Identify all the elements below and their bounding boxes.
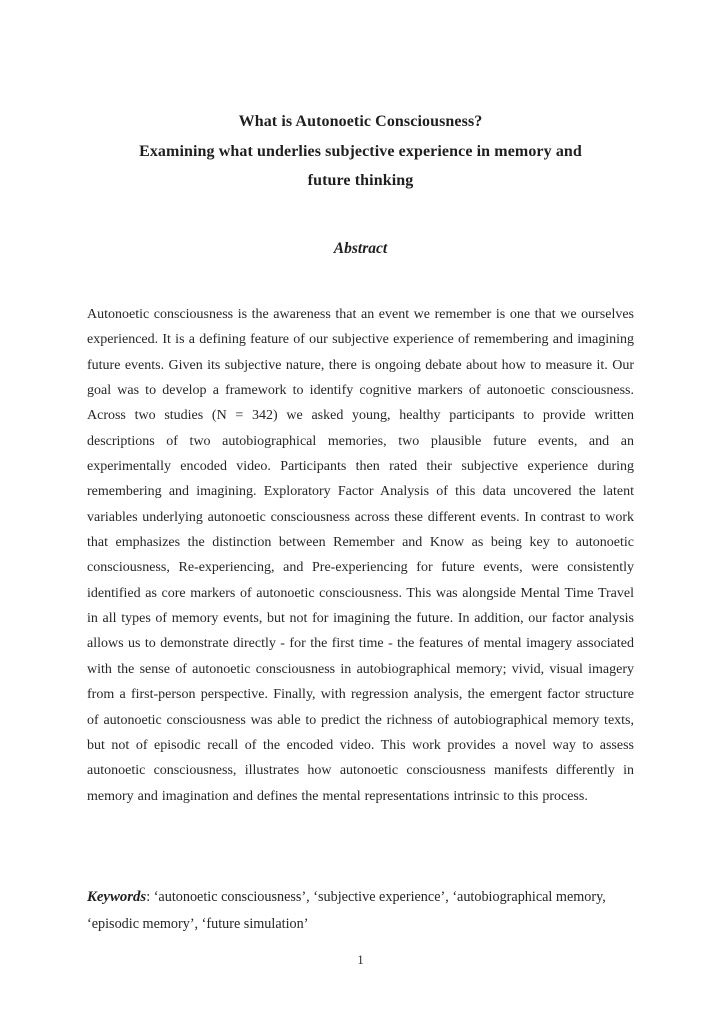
- keywords-text: ‘autonoetic consciousness’, ‘subjective experience’, ‘autobiographical memory, ‘episodic memory’, ‘future simulation’: [87, 889, 606, 932]
- paper-title: [87, 107, 634, 196]
- keywords-label: Keywords: [87, 889, 147, 905]
- page-number: 1: [357, 953, 364, 967]
- paper-title-line-3: future thinking: [307, 172, 414, 189]
- abstract-text: Autonoetic consciousness is the awareness that an event we remember is one that we ourselves experienced. It is a defining feature of our subjective experience of remembering and imagining future events. Given its subjective nature, there is ongoing debate about how to measure it. Our goal was to develop a framework to identify cognitive markers of autonoetic consciousness. Across two studies (N = 342) we asked young, healthy participants to provide written descriptions of two autobiographical memories, two plausible future events, and an experimentally encoded video. Participants then rated their subjective experience during remembering and imagining. Exploratory Factor Analysis of this data uncovered the latent variables underlying autonoetic consciousness across these different events. In contrast to work that emphasizes the distinction between Remember and Know as being key to autonoetic consciousness, Re-experiencing, and Pre-experiencing for future events, were consistently identified as core markers of autonoetic consciousness. This was alongside Mental Time Travel in all types of memory events, but not for imagining the future. In addition, our factor analysis allows us to demonstrate directly - for the first time - the features of mental imagery associated with the sense of autonoetic consciousness in autobiographical memory; vivid, visual imagery from a first-person perspective. Finally, with regression analysis, the emergent factor structure of autonoetic consciousness was able to predict the richness of autobiographical memory texts, but not of episodic recall of the encoded video. This work provides a novel way to assess autonoetic consciousness, illustrates how autonoetic consciousness manifests differently in memory and imagination and defines the mental representations intrinsic to this process.: [87, 307, 634, 804]
- keywords-separator: :: [146, 889, 154, 905]
- abstract-heading: Abstract: [333, 240, 388, 257]
- paper-title-line-2: Examining what underlies subjective experience in memory and: [139, 142, 582, 160]
- paper-title-line-1: What is Autonoetic Consciousness?: [238, 113, 483, 130]
- page-content: [87, 0, 634, 1018]
- keywords-line: [87, 884, 634, 938]
